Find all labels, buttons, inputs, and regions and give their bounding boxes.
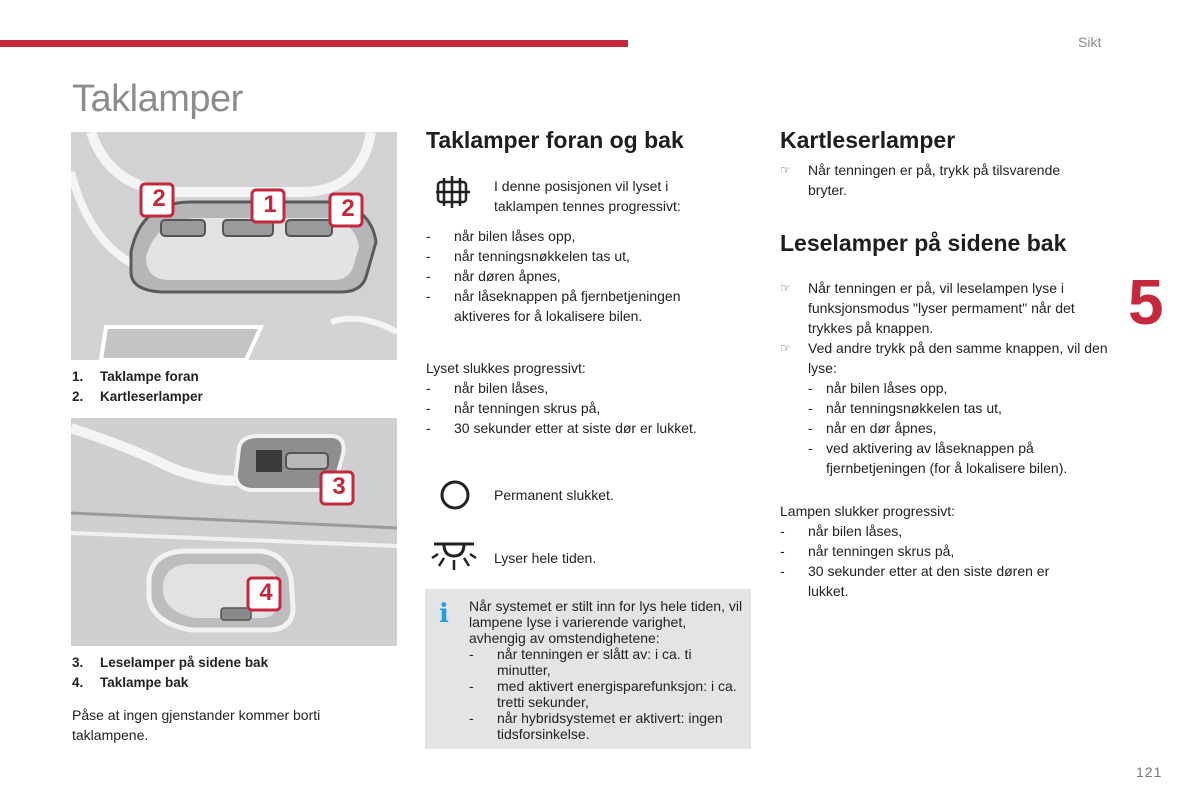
info-item: - når tenningen er slått av: i ca. ti minutter, bbox=[469, 646, 692, 678]
list-item: - når tenningsnøkkelen tas ut, bbox=[808, 400, 1002, 416]
heading-map-lamps: Kartleserlamper bbox=[780, 127, 956, 153]
front-ceiling-lamps-illustration bbox=[71, 132, 397, 360]
pointing-hand-icon: ☞ bbox=[780, 341, 791, 355]
mode-off-text: Permanent slukket. bbox=[494, 487, 614, 503]
off-intro: Lyset slukkes progressivt: bbox=[426, 360, 586, 376]
page-number: 121 bbox=[1136, 764, 1163, 780]
callout-4: 4 bbox=[259, 579, 273, 606]
off-block bbox=[426, 358, 736, 438]
header-accent-bar bbox=[0, 40, 628, 47]
caption-item: 2. Kartleserlamper bbox=[72, 389, 203, 404]
list-item: - 30 sekunder etter at den siste døren er lukket. bbox=[780, 563, 1050, 599]
list-item: - når bilen låses, bbox=[780, 523, 903, 539]
right-off-block bbox=[780, 501, 1090, 601]
info-item: - når hybridsystemet er aktivert: ingen tidsforsinkelse. bbox=[469, 710, 723, 742]
list-item: - når bilen låses opp, bbox=[426, 228, 576, 244]
list-item: - ved aktivering av låseknappen på fjernbetjeningen (for å lokalisere bilen). bbox=[808, 440, 1068, 476]
callout-3: 3 bbox=[332, 473, 346, 500]
caption-item: 1. Taklampe foran bbox=[72, 369, 199, 384]
caption-item: 3. Leselamper på sidene bak bbox=[72, 655, 269, 670]
list-item: - når tenningen skrus på, bbox=[780, 543, 955, 559]
info-item: - med aktivert energisparefunksjon: i ca. tretti sekunder, bbox=[469, 678, 737, 710]
callout-2-right: 2 bbox=[341, 195, 355, 222]
list-item: - når tenningsnøkkelen tas ut, bbox=[426, 248, 630, 264]
caption-item: 4. Taklampe bak bbox=[72, 675, 189, 690]
list-item: - når en dør åpnes, bbox=[808, 420, 937, 436]
info-icon: i bbox=[439, 599, 449, 629]
on-list bbox=[426, 226, 736, 326]
mode-door-text: I denne posisjonen vil lyset i taklampen tennes progressivt: bbox=[494, 178, 681, 214]
page-title: Taklamper bbox=[72, 78, 243, 120]
list-item: - når bilen låses opp, bbox=[808, 380, 948, 396]
list-item: ☞ Når tenningen er på, vil leselampen lyse i funksjonsmodus "lyser permament" når det trykkes på knappen. bbox=[780, 280, 1075, 336]
rear-reading-lamps-illustration bbox=[71, 418, 397, 646]
heading-front-rear-lamps: Taklamper foran og bak bbox=[426, 127, 684, 153]
list-item: - 30 sekunder etter at siste dør er lukket. bbox=[426, 420, 697, 436]
mode-on-text: Lyser hele tiden. bbox=[494, 550, 597, 566]
pointing-hand-icon: ☞ bbox=[780, 163, 791, 177]
callout-1: 1 bbox=[263, 191, 277, 218]
chapter-number: 5 bbox=[1128, 266, 1164, 338]
pointing-hand-icon: ☞ bbox=[780, 281, 791, 295]
door-mode-icon bbox=[430, 172, 476, 212]
list-item: - når bilen låses, bbox=[426, 380, 549, 396]
off-intro: Lampen slukker progressivt: bbox=[780, 503, 956, 519]
list-item: - når døren åpnes, bbox=[426, 268, 561, 284]
callout-2-left: 2 bbox=[152, 185, 166, 212]
list-item: ☞ Når tenningen er på, trykk på tilsvarende bryter. bbox=[780, 162, 1061, 198]
off-circle-icon bbox=[438, 478, 472, 512]
dome-light-icon bbox=[430, 540, 478, 572]
info-intro: Når systemet er stilt inn for lys hele tiden, vil lampene lyse i varierende varighet, avhengig av omstendighetene: bbox=[469, 598, 743, 646]
caption-bottom bbox=[72, 653, 392, 693]
section-label: Sikt bbox=[1078, 34, 1102, 50]
list-item: - når tenningen skrus på, bbox=[426, 400, 601, 416]
map-lamp-text bbox=[780, 160, 1100, 200]
info-box bbox=[425, 589, 751, 749]
sub-list bbox=[780, 378, 1110, 478]
heading-rear-reading-lamps: Leselamper på sidene bak bbox=[780, 230, 1067, 256]
list-item: - når låseknappen på fjernbetjeningen aktiveres for å lokalisere bilen. bbox=[426, 288, 681, 324]
reading-lamp-text bbox=[780, 278, 1110, 478]
list-item: ☞ Ved andre trykk på den samme knappen, vil den lyse: bbox=[780, 340, 1108, 376]
left-note: Påse at ingen gjenstander kommer borti taklampene. bbox=[72, 707, 321, 743]
caption-top bbox=[72, 367, 392, 407]
info-text bbox=[469, 598, 745, 742]
